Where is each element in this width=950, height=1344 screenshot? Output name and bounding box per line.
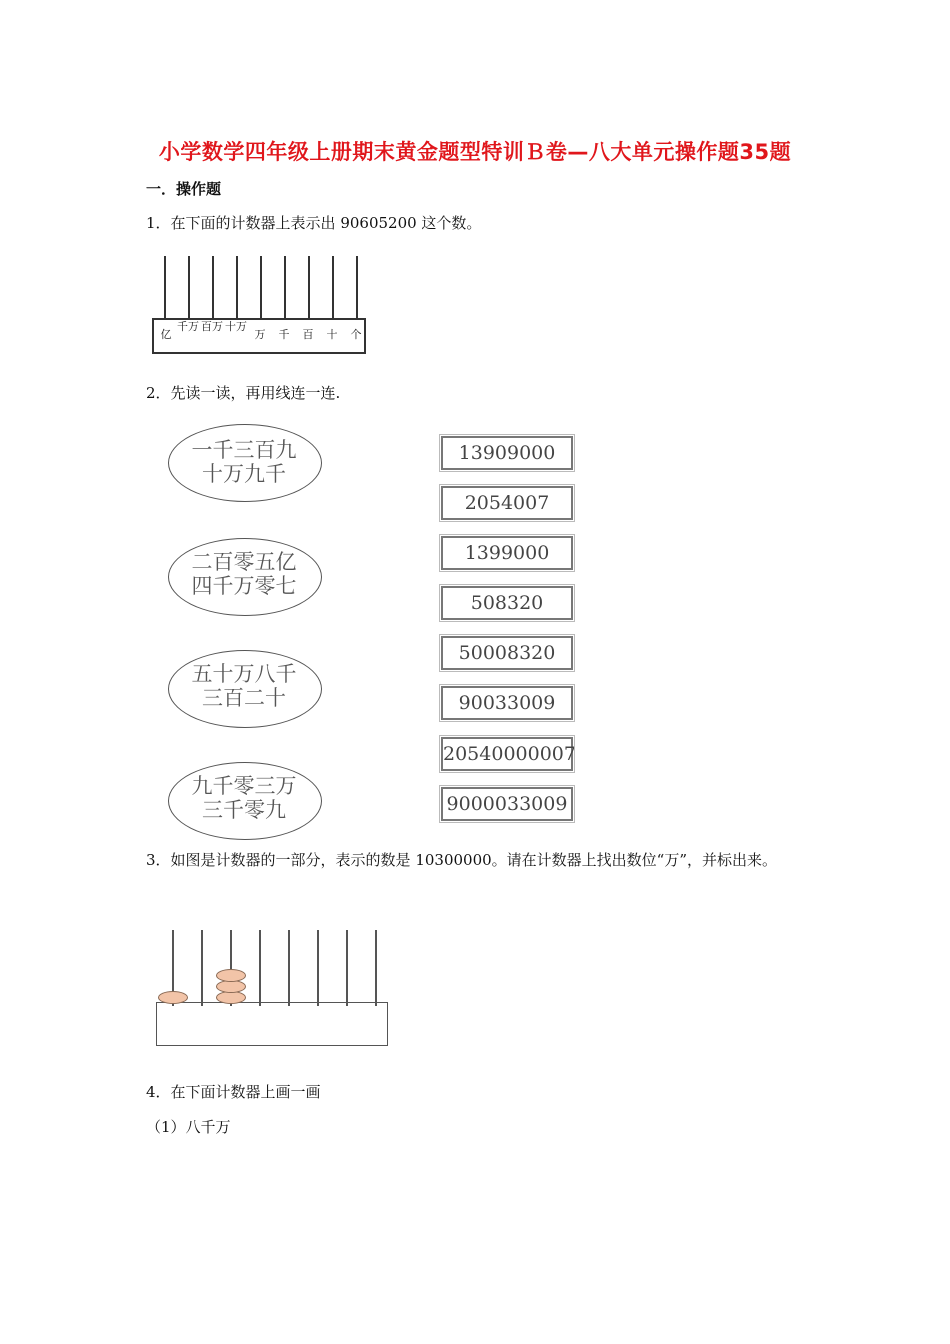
abacus-rod[interactable] — [317, 930, 319, 1006]
question-2-text: 2．先读一读，再用线连一连. — [146, 384, 341, 402]
question-4-text: 4．在下面计数器上画一画 — [146, 1083, 321, 1101]
abacus-bead — [216, 969, 246, 982]
number-box-1[interactable]: 13909000 — [441, 436, 573, 470]
counter-abacus-1 — [152, 252, 366, 356]
abacus-bead — [158, 991, 188, 1004]
place-label-ge: 个 — [350, 328, 362, 341]
abacus-rod[interactable] — [201, 930, 203, 1006]
number-box-7[interactable]: 20540000007 — [441, 737, 573, 771]
abacus-rod[interactable] — [284, 256, 286, 320]
abacus-base — [156, 1002, 388, 1046]
question-4-sub-1: （1）八千万 — [146, 1118, 231, 1136]
place-label-wan: 万 — [254, 328, 266, 341]
place-label-shi: 十 — [326, 328, 338, 341]
reading-oval-3-text: 五十万八千 三百二十 — [191, 662, 297, 710]
abacus-rod[interactable] — [260, 256, 262, 320]
abacus-rod[interactable] — [259, 930, 261, 1006]
abacus-rod[interactable] — [346, 930, 348, 1006]
place-label-bai: 百 — [302, 328, 314, 341]
page-title: 小学数学四年级上册期末黄金题型特训Ｂ卷—八大单元操作题35题 — [158, 140, 792, 164]
section-heading: 一．操作题 — [146, 180, 222, 198]
abacus-rod[interactable] — [288, 930, 290, 1006]
place-label-qianwan: 千万 — [177, 320, 199, 333]
number-box-5[interactable]: 50008320 — [441, 636, 573, 670]
place-label-shiwan: 十万 — [225, 320, 247, 333]
reading-oval-4-text: 九千零三万 三千零九 — [191, 774, 297, 822]
place-label-yi: 亿 — [160, 328, 172, 341]
abacus-rod[interactable] — [308, 256, 310, 320]
number-box-8[interactable]: 9000033009 — [441, 787, 573, 821]
place-label-baiwan: 百万 — [201, 320, 223, 333]
place-label-qian: 千 — [278, 328, 290, 341]
number-box-6[interactable]: 90033009 — [441, 686, 573, 720]
abacus-rod[interactable] — [332, 256, 334, 320]
question-1-text: 1．在下面的计数器上表示出 90605200 这个数。 — [146, 214, 482, 232]
abacus-rod[interactable] — [375, 930, 377, 1006]
question-3-text: 3．如图是计数器的一部分，表示的数是 10300000。请在计数器上找出数位“万”，并标出来。 — [146, 851, 777, 869]
number-box-4[interactable]: 508320 — [441, 586, 573, 620]
reading-oval-2-text: 二百零五亿 四千万零七 — [191, 550, 297, 598]
number-box-2[interactable]: 2054007 — [441, 486, 573, 520]
counter-abacus-3 — [156, 928, 392, 1052]
abacus-rod[interactable] — [356, 256, 358, 320]
abacus-rod[interactable] — [236, 256, 238, 320]
abacus-rod[interactable] — [188, 256, 190, 320]
abacus-rod[interactable] — [212, 256, 214, 320]
abacus-rod[interactable] — [164, 256, 166, 320]
number-box-3[interactable]: 1399000 — [441, 536, 573, 570]
reading-oval-1-text: 一千三百九 十万九千 — [191, 438, 297, 486]
